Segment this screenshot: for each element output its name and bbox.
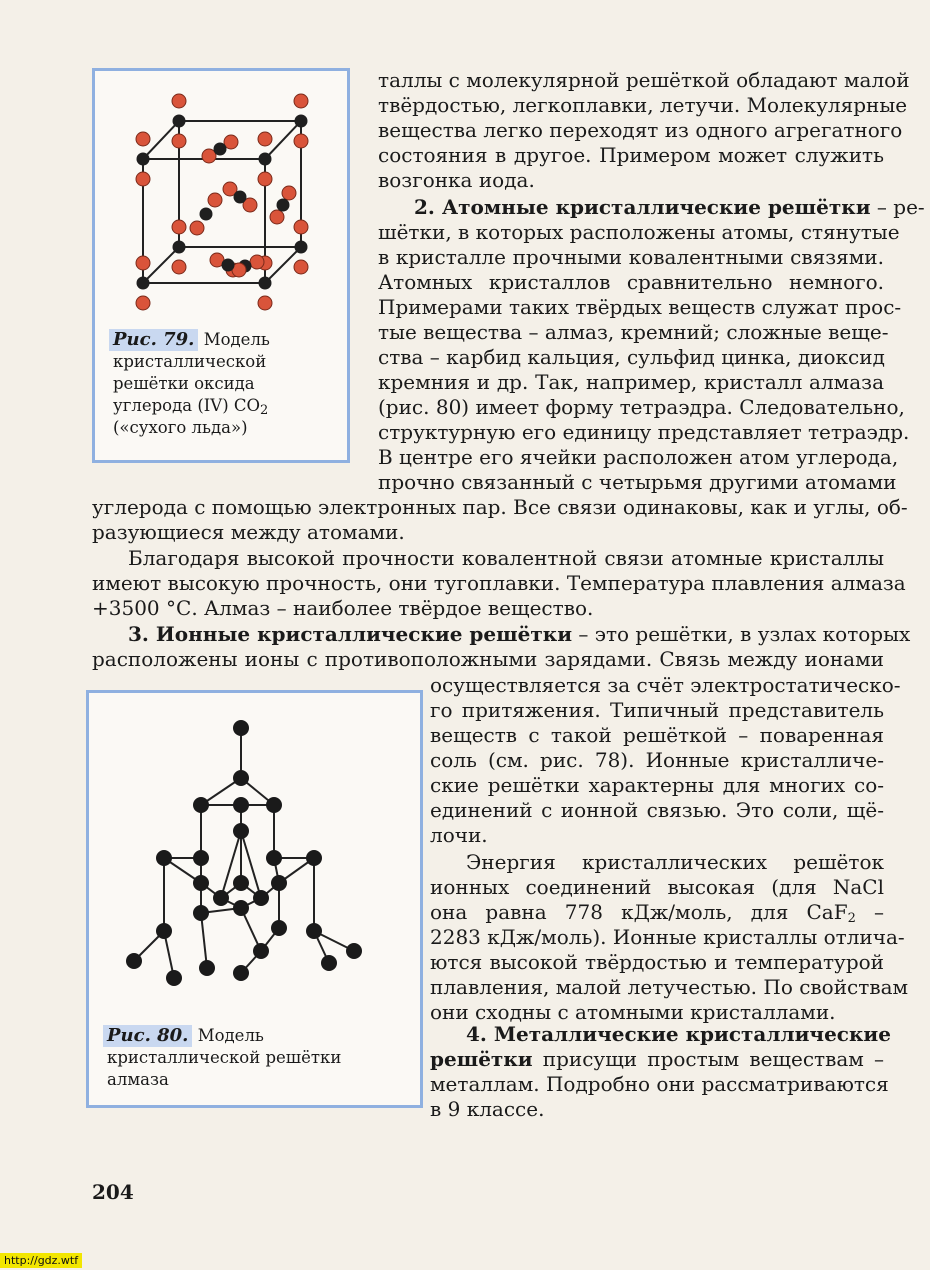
figure-80-box xyxy=(86,690,423,1108)
diamond-lattice-illustration xyxy=(89,693,420,1023)
carbon-atom xyxy=(306,923,322,939)
text-line: Энергия кристаллических решёток xyxy=(466,850,884,874)
text-line: +3500 °С. Алмаз – наиболее твёрдое вещество. xyxy=(92,596,594,620)
text-line xyxy=(430,1047,884,1072)
text-line: лочи. xyxy=(430,823,488,847)
text-fragment: присущи простым веществам – xyxy=(532,1047,884,1071)
carbon-atom xyxy=(137,153,150,166)
figure-79-caption xyxy=(113,329,343,439)
carbon-atom xyxy=(346,943,362,959)
text-line xyxy=(92,622,911,647)
text-line: шётки, в которых расположены атомы, стянутые xyxy=(378,220,900,244)
text-line: разующиеся между атомами. xyxy=(92,520,405,544)
text-line: таллы с молекулярной решёткой обладают малой xyxy=(378,68,910,92)
carbon-atom xyxy=(277,199,290,212)
figure-80-caption-line: кристаллической решётки xyxy=(107,1048,342,1067)
carbon-atom xyxy=(156,850,172,866)
figure-80-label: Рис. 80. xyxy=(103,1025,192,1047)
text-line: в 9 классе. xyxy=(430,1097,545,1121)
oxygen-atom xyxy=(258,172,272,186)
carbon-atom xyxy=(137,277,150,290)
oxygen-atom xyxy=(190,221,204,235)
text-line: металлам. Подробно они рассматриваются xyxy=(430,1072,889,1096)
carbon-atom xyxy=(295,241,308,254)
figure-79-label: Рис. 79. xyxy=(109,329,198,351)
carbon-atom xyxy=(166,970,182,986)
text-line: соль (см. рис. 78). Ионные кристалличе- xyxy=(430,748,884,772)
figure-80-caption-line: Модель xyxy=(197,1026,264,1045)
carbon-atom xyxy=(156,923,172,939)
figure-80-caption-line: алмаза xyxy=(107,1070,169,1089)
figure-79-caption-line: Модель xyxy=(203,330,270,349)
text-line: 2283 кДж/моль). Ионные кристаллы отлича- xyxy=(430,925,905,949)
text-line xyxy=(378,195,925,220)
covalent-bond xyxy=(201,913,207,968)
carbon-atom xyxy=(200,208,213,221)
carbon-atom xyxy=(233,875,249,891)
co2-lattice-illustration xyxy=(95,71,347,321)
text-line: состояния в другое. Примером может служить xyxy=(378,143,884,167)
carbon-atom xyxy=(233,770,249,786)
oxygen-atom xyxy=(172,220,186,234)
oxygen-atom xyxy=(294,220,308,234)
text-line: в кристалле прочными ковалентными связями. xyxy=(378,245,884,269)
figure-79-caption-line: («сухого льда») xyxy=(113,418,248,437)
text-line: осуществляется за счёт электростатическо- xyxy=(430,673,901,697)
carbon-atom xyxy=(259,277,272,290)
paragraph-atomic-wide xyxy=(92,495,908,545)
oxygen-atom xyxy=(270,210,284,224)
text-line: единений с ионной связью. Это соли, щё- xyxy=(430,798,884,822)
carbon-atom xyxy=(222,259,235,272)
carbon-atom xyxy=(233,720,249,736)
paragraph-atomic xyxy=(378,195,925,495)
text-line xyxy=(430,900,884,925)
carbon-atom xyxy=(214,143,227,156)
carbon-atom xyxy=(266,797,282,813)
paragraph-metallic xyxy=(430,1022,891,1122)
carbon-atom xyxy=(234,191,247,204)
text-line: (рис. 80) имеет форму тетраэдра. Следовательно, xyxy=(378,395,905,419)
text-line: имеют высокую прочность, они тугоплавки. Температура плавления алмаза xyxy=(92,571,906,595)
carbon-atom xyxy=(173,115,186,128)
section-heading-metallic: 4. Металлические кристаллические xyxy=(466,1022,891,1046)
oxygen-atom xyxy=(258,296,272,310)
carbon-atom xyxy=(213,890,229,906)
text-line: го притяжения. Типичный представитель xyxy=(430,698,884,722)
paragraph-ionic xyxy=(92,622,911,672)
oxygen-atom xyxy=(258,132,272,146)
text-line: ства – карбид кальция, сульфид цинка, диоксид xyxy=(378,345,885,369)
carbon-atom xyxy=(259,153,272,166)
oxygen-atom xyxy=(136,296,150,310)
text-line: они сходны с атомными кристаллами. xyxy=(430,1000,836,1024)
oxygen-atom xyxy=(250,255,264,269)
oxygen-atom xyxy=(172,260,186,274)
figure-79-caption-line: кристаллической xyxy=(113,352,267,371)
section-heading-atomic: 2. Атомные кристаллические решётки xyxy=(414,195,871,219)
carbon-atom xyxy=(199,960,215,976)
carbon-atom xyxy=(266,850,282,866)
carbon-atom xyxy=(233,900,249,916)
oxygen-atom xyxy=(136,256,150,270)
carbon-atom xyxy=(271,875,287,891)
text-fragment: – xyxy=(855,900,884,924)
text-line: возгонка иода. xyxy=(378,168,535,192)
text-line: тые вещества – алмаз, кремний; сложные веще- xyxy=(378,320,889,344)
text-fragment: – это решётки, в узлах которых xyxy=(572,622,911,646)
text-line: ются высокой твёрдостью и температурой xyxy=(430,950,884,974)
oxygen-atom xyxy=(294,134,308,148)
text-line: В центре его ячейки расположен атом углерода, xyxy=(378,445,899,469)
carbon-atom xyxy=(126,953,142,969)
page-number: 204 xyxy=(92,1180,134,1204)
text-fragment: она равна 778 кДж/моль, для CaF xyxy=(430,900,848,924)
text-line: прочно связанный с четырьмя другими атомами xyxy=(378,470,897,494)
carbon-atom xyxy=(173,241,186,254)
text-line: ские решётки характерны для многих со- xyxy=(430,773,884,797)
carbon-atom xyxy=(306,850,322,866)
oxygen-atom xyxy=(136,132,150,146)
oxygen-atom xyxy=(172,134,186,148)
text-line: кремния и др. Так, например, кристалл алмаза xyxy=(378,370,884,394)
oxygen-atom xyxy=(136,172,150,186)
paragraph-ionic-cont xyxy=(430,673,901,848)
carbon-atom xyxy=(321,955,337,971)
text-line: расположены ионы с противоположными зарядами. Связь между ионами xyxy=(92,647,884,671)
carbon-atom xyxy=(233,965,249,981)
figure-80-caption xyxy=(107,1025,407,1091)
figure-79-caption-line: решётки оксида xyxy=(113,374,255,393)
paragraph-diamond-properties xyxy=(92,546,906,621)
oxygen-atom xyxy=(282,186,296,200)
carbon-atom xyxy=(253,890,269,906)
section-heading-ionic: 3. Ионные кристаллические решётки xyxy=(128,622,573,646)
carbon-atom xyxy=(233,823,249,839)
paragraph-molecular xyxy=(378,68,910,193)
text-fragment: – ре- xyxy=(870,195,925,219)
carbon-atom xyxy=(295,115,308,128)
text-line: вещества легко переходят из одного агрегатного xyxy=(378,118,903,142)
carbon-atom xyxy=(253,943,269,959)
text-line: плавления, малой летучестью. По свойствам xyxy=(430,975,909,999)
paragraph-ionic-energy xyxy=(430,850,909,1025)
watermark-link[interactable]: http://gdz.wtf xyxy=(0,1253,82,1268)
figure-79-caption-subscript: 2 xyxy=(260,403,269,418)
carbon-atom xyxy=(193,850,209,866)
text-line: веществ с такой решёткой – поваренная xyxy=(430,723,884,747)
text-line: Примерами таких твёрдых веществ служат прос- xyxy=(378,295,902,319)
text-line: Атомных кристаллов сравнительно немного. xyxy=(378,270,884,294)
text-line: структурную его единицу представляет тетраэдр. xyxy=(378,420,910,444)
carbon-atom xyxy=(271,920,287,936)
text-line: углерода с помощью электронных пар. Все связи одинаковы, как и углы, об- xyxy=(92,495,908,519)
section-heading-metallic-cont: решётки xyxy=(430,1047,533,1071)
text-line: ионных соединений высокая (для NaCl xyxy=(430,875,884,899)
oxygen-atom xyxy=(208,193,222,207)
oxygen-atom xyxy=(294,94,308,108)
carbon-atom xyxy=(193,905,209,921)
figure-79-box xyxy=(92,68,350,463)
oxygen-atom xyxy=(172,94,186,108)
text-line xyxy=(430,1022,891,1047)
carbon-atom xyxy=(193,797,209,813)
carbon-atom xyxy=(193,875,209,891)
text-line: Благодаря высокой прочности ковалентной связи атомные кристаллы xyxy=(128,546,884,570)
text-line: твёрдостью, легкоплавки, летучи. Молекулярные xyxy=(378,93,908,117)
oxygen-atom xyxy=(294,260,308,274)
figure-79-caption-line: углерода (IV) CO xyxy=(113,396,261,415)
carbon-atom xyxy=(233,797,249,813)
subscript: 2 xyxy=(847,911,856,926)
